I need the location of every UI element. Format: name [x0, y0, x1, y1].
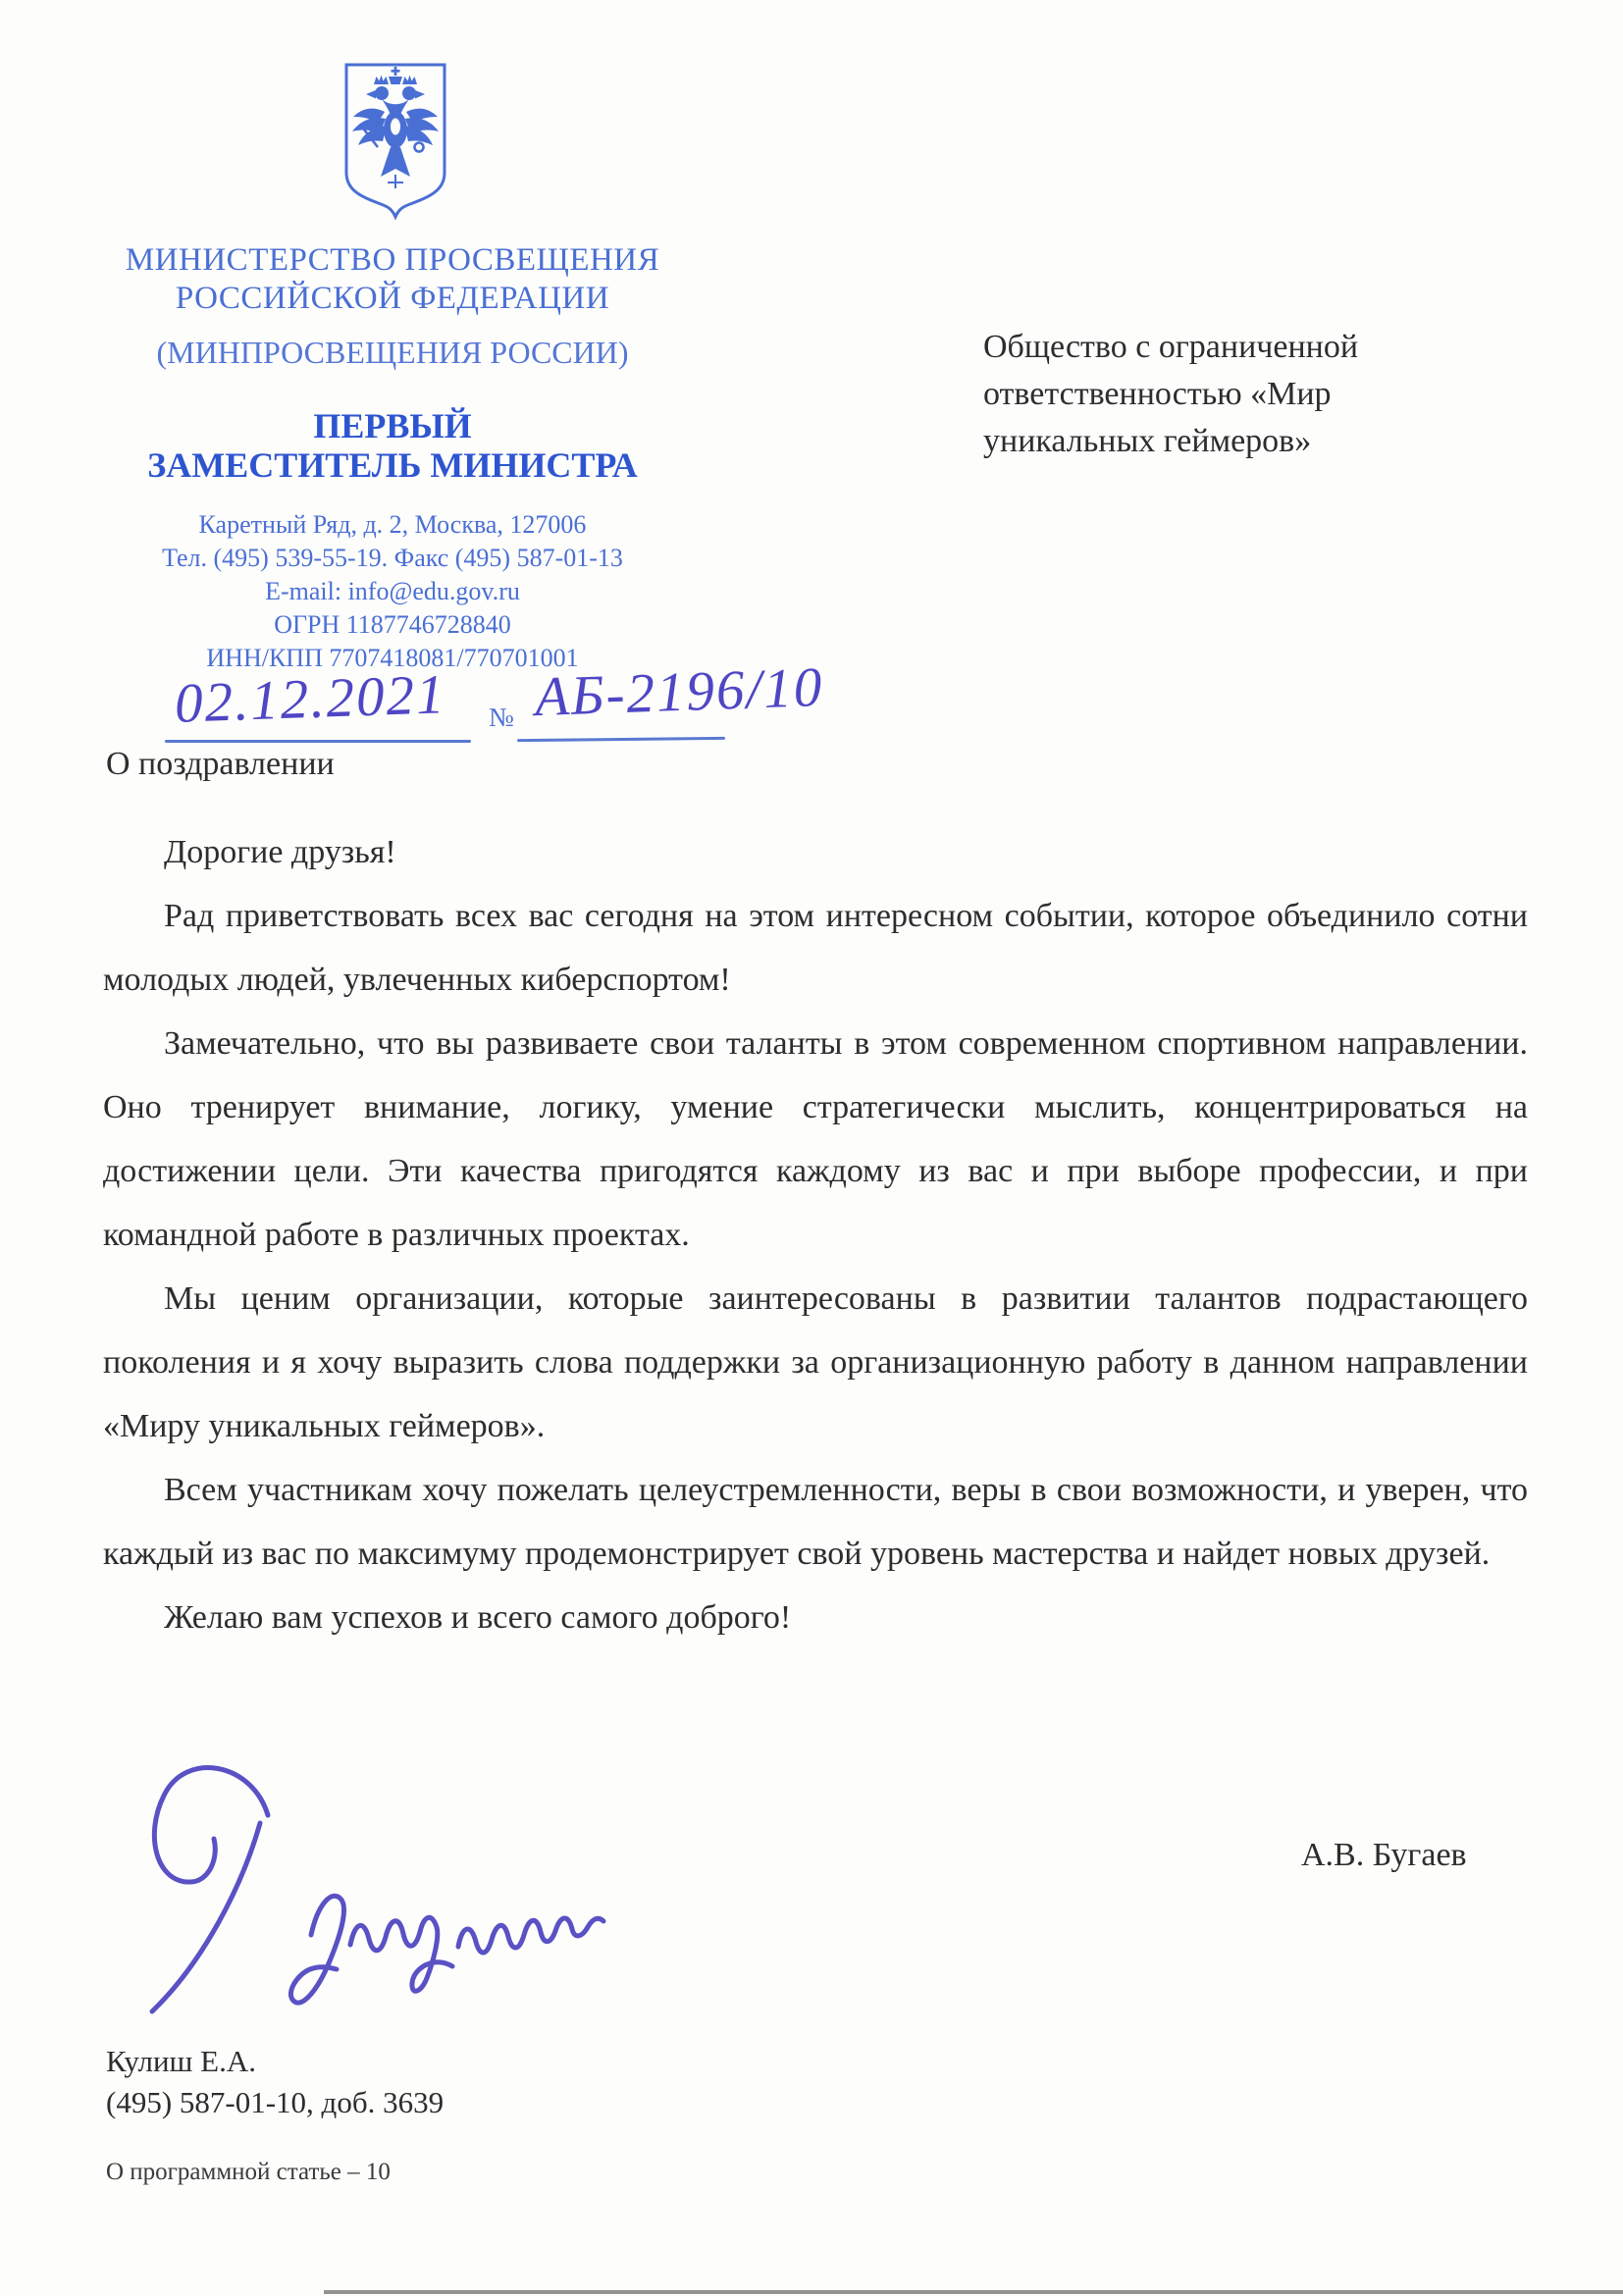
- number-underline: [517, 737, 725, 742]
- addressee-line: Общество с ограниченной: [983, 329, 1359, 365]
- executor-name: Кулиш Е.А.: [106, 2044, 256, 2078]
- handwritten-number: АБ-2196/10: [533, 655, 825, 729]
- letterhead-contacts: [86, 508, 699, 675]
- executor-phone: (495) 587-01-10, доб. 3639: [106, 2085, 445, 2119]
- body-paragraph: Всем участникам хочу пожелать целеустремленности, веры в свои возможности, и уверен, что каждый из вас по максимуму продемонстрирует свой уровень мастерства и найдет новых друзей.: [103, 1472, 1528, 1572]
- body-paragraph: Мы ценим организации, которые заинтересованы в развитии талантов подрастающего поколения и я хочу выразить слова поддержки за организационную работу в данном направлении «Миру уникальных геймеров».: [103, 1280, 1528, 1444]
- official-post-line1: ПЕРВЫЙ: [313, 406, 472, 445]
- letterhead-inn-kpp: ИНН/КПП 7707418081/770701001: [206, 644, 579, 672]
- russia-coat-of-arms-icon: [337, 57, 454, 220]
- letterhead-email: E-mail: info@edu.gov.ru: [265, 577, 520, 605]
- ministry-name-line1: МИНИСТЕРСТВО ПРОСВЕЩЕНИЯ: [125, 242, 660, 278]
- salutation: Дорогие друзья!: [164, 834, 396, 870]
- date-underline: [165, 740, 471, 743]
- body-paragraph: Желаю вам успехов и всего самого доброго!: [164, 1599, 792, 1636]
- addressee-block: [983, 324, 1454, 465]
- number-sign: №: [489, 703, 514, 732]
- letterhead-phone-fax: Тел. (495) 539-55-19. Факс (495) 587-01-13: [162, 544, 623, 572]
- footer-note: О программной статье – 10: [106, 2159, 391, 2185]
- scan-artifact-line: [324, 2290, 1623, 2294]
- letterhead-ogrn: ОГРН 1187746728840: [274, 610, 511, 639]
- addressee-line: ответственностью «Мир: [983, 376, 1332, 412]
- letterhead-address: Каретный Ряд, д. 2, Москва, 127006: [198, 510, 587, 539]
- letter-body: [103, 820, 1528, 1649]
- body-paragraph: Рад приветствовать всех вас сегодня на этом интересном событии, которое объединило сотни молодых людей, увлеченных киберспортом!: [103, 898, 1528, 998]
- letter-footer: [106, 2041, 444, 2186]
- signer-name: А.В. Бугаев: [1301, 1837, 1467, 1873]
- ministry-short-name: (МИНПРОСВЕЩЕНИЯ РОССИИ): [156, 335, 629, 370]
- handwritten-date: 02.12.2021: [173, 663, 447, 735]
- letter-subject: О поздравлении: [106, 746, 335, 782]
- handwritten-signature: [103, 1739, 672, 2038]
- ministry-name-line2: РОССИЙСКОЙ ФЕДЕРАЦИИ: [175, 281, 610, 316]
- body-paragraph: Замечательно, что вы развиваете свои таланты в этом современном спортивном направлении. Оно тренирует внимание, логику, умение стратегически мыслить, концентрироваться на достижении цели. Эти качества пригодятся каждому из вас и при выборе профессии, и при командной работе в различных проектах.: [103, 1025, 1528, 1253]
- official-post-line2: ЗАМЕСТИТЕЛЬ МИНИСТРА: [147, 445, 638, 485]
- addressee-line: уникальных геймеров»: [983, 423, 1312, 459]
- letterhead: [86, 241, 699, 675]
